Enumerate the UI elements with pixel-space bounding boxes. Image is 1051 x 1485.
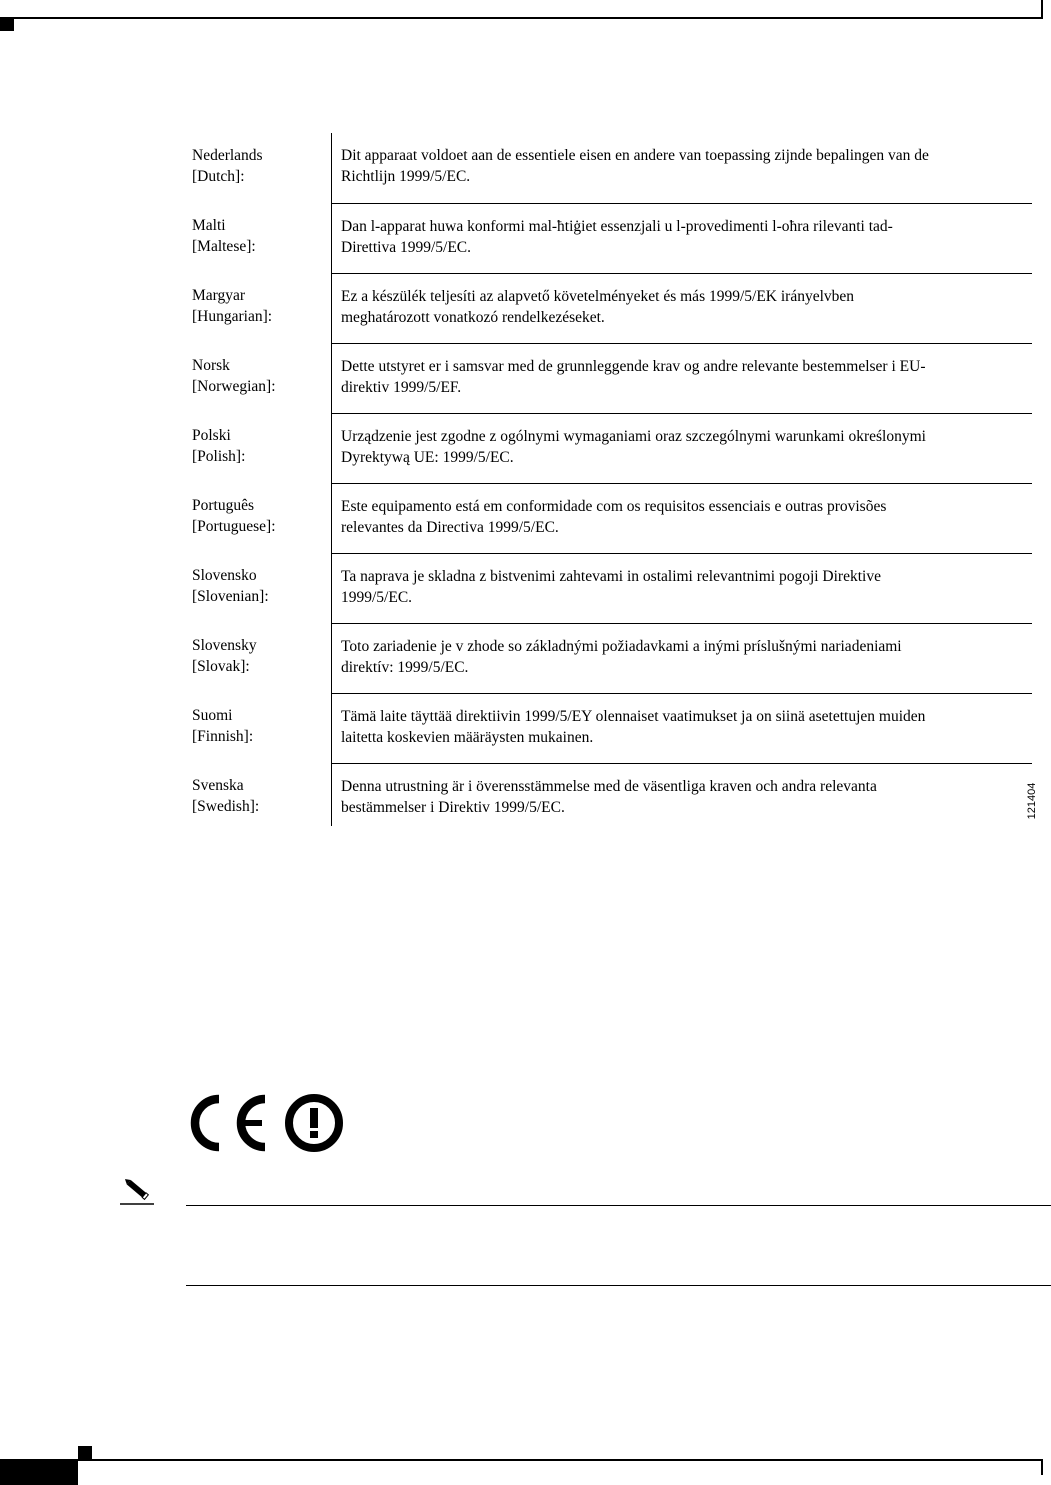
table-row xyxy=(188,483,1032,553)
ce-mark-icon xyxy=(195,1099,265,1147)
footer-rule xyxy=(0,1459,1043,1461)
language-cell xyxy=(188,413,332,483)
declaration-line: 1999/5/EC. xyxy=(341,588,413,606)
declaration-line: Ez a készülék teljesíti az alapvető követelményeket és más 1999/5/EK irányelvben xyxy=(341,287,855,305)
header-marker xyxy=(0,19,14,31)
declaration-line: Dette utstyret er i samsvar med de grunnleggende krav og andre relevante bestemmelser i EU- xyxy=(341,357,926,375)
footer-rule-end-tick xyxy=(1041,1461,1043,1475)
language-name: Nederlands xyxy=(192,147,263,164)
table-row xyxy=(188,343,1032,413)
conformity-marks xyxy=(186,1093,348,1153)
declaration-cell xyxy=(332,203,1033,273)
declaration-cell xyxy=(332,413,1033,483)
declaration-line: Denna utrustning är i överensstämmelse med de väsentliga kraven och andra relevanta xyxy=(341,777,877,795)
language-name: Polski xyxy=(192,427,231,444)
table-row xyxy=(188,693,1032,763)
note-rule-top xyxy=(186,1205,1051,1206)
language-english-name: [Finnish]: xyxy=(192,728,254,745)
language-cell xyxy=(188,133,332,203)
language-cell xyxy=(188,553,332,623)
declaration-line: Richtlijn 1999/5/EC. xyxy=(341,168,471,185)
language-cell xyxy=(188,343,332,413)
language-cell xyxy=(188,273,332,343)
declaration-line: relevantes da Directiva 1999/5/EC. xyxy=(341,518,559,536)
pencil-note-icon xyxy=(120,1178,154,1206)
declaration-cell xyxy=(332,133,1033,203)
declaration-cell xyxy=(332,763,1033,826)
language-english-name: [Slovak]: xyxy=(192,658,250,675)
language-cell xyxy=(188,203,332,273)
declaration-line: Dit apparaat voldoet aan de essentiele eisen en andere van toepassing zijnde bepalingen van de xyxy=(341,147,929,164)
figure-id-label: 121404 xyxy=(1026,782,1038,820)
language-name: Malti xyxy=(192,217,226,234)
language-cell xyxy=(188,693,332,763)
header-rule xyxy=(0,17,1043,19)
declaration-cell xyxy=(332,483,1033,553)
declaration-line: Ta naprava je skladna z bistvenimi zahtevami in ostalimi relevantnimi pogoji Direktive xyxy=(341,567,881,585)
declaration-line: Direttiva 1999/5/EC. xyxy=(341,238,472,256)
language-english-name: [Polish]: xyxy=(192,448,246,465)
language-english-name: [Maltese]: xyxy=(192,238,256,255)
table-row xyxy=(188,623,1032,693)
declaration-line: Urządzenie jest zgodne z ogólnymi wymaganiami oraz szczególnymi warunkami określonymi xyxy=(341,427,926,445)
language-english-name: [Swedish]: xyxy=(192,798,260,815)
language-english-name: [Portuguese]: xyxy=(192,518,276,535)
language-name: Slovensky xyxy=(192,637,257,654)
declaration-line: Tämä laite täyttää direktiivin 1999/5/EY olennaiset vaatimukset ja on siinä asetettujen muiden xyxy=(341,707,926,725)
declaration-line: meghatározott vonatkozó rendelkezéseket. xyxy=(341,308,605,326)
declaration-line: Este equipamento está em conformidade com os requisitos essenciais e outras provisões xyxy=(341,497,887,515)
declaration-table xyxy=(188,133,1032,826)
header-rule-end-tick xyxy=(1041,0,1043,19)
table-row xyxy=(188,203,1032,273)
note-rule-bottom xyxy=(186,1285,1051,1286)
language-name: Svenska xyxy=(192,777,244,794)
language-name: Português xyxy=(192,497,254,514)
footer-page-tab xyxy=(0,1461,78,1485)
language-name: Slovensko xyxy=(192,567,257,584)
table-row xyxy=(188,763,1032,826)
language-name: Suomi xyxy=(192,707,233,724)
table-row xyxy=(188,553,1032,623)
declaration-line: Toto zariadenie je v zhode so základnými požiadavkami a inými príslušnými nariadeniami xyxy=(341,637,902,655)
declaration-cell xyxy=(332,553,1033,623)
declaration-line: direktív: 1999/5/EC. xyxy=(341,658,469,676)
table-row xyxy=(188,273,1032,343)
language-english-name: [Slovenian]: xyxy=(192,588,269,605)
declaration-line: Dyrektywą UE: 1999/5/EC. xyxy=(341,448,514,466)
language-name: Norsk xyxy=(192,357,230,374)
declaration-line: direktiv 1999/5/EF. xyxy=(341,378,462,396)
declaration-line: bestämmelser i Direktiv 1999/5/EC. xyxy=(341,798,565,816)
table-row xyxy=(188,413,1032,483)
declaration-cell xyxy=(332,343,1033,413)
language-cell xyxy=(188,763,332,826)
footer-marker xyxy=(78,1446,92,1459)
language-cell xyxy=(188,483,332,553)
language-cell xyxy=(188,623,332,693)
language-name: Margyar xyxy=(192,287,246,304)
language-english-name: [Hungarian]: xyxy=(192,308,273,325)
language-english-name: [Dutch]: xyxy=(192,168,245,185)
language-english-name: [Norwegian]: xyxy=(192,378,276,395)
declaration-line: Dan l-apparat huwa konformi mal-ħtiġiet essenzjali u l-provedimenti l-oħra rilevanti tad- xyxy=(341,217,893,235)
table-row xyxy=(188,133,1032,203)
declaration-cell xyxy=(332,273,1033,343)
declaration-line: laitetta koskevien määräysten mukainen. xyxy=(341,728,594,746)
declaration-cell xyxy=(332,693,1033,763)
alert-mark-icon xyxy=(289,1098,339,1148)
declaration-cell xyxy=(332,623,1033,693)
